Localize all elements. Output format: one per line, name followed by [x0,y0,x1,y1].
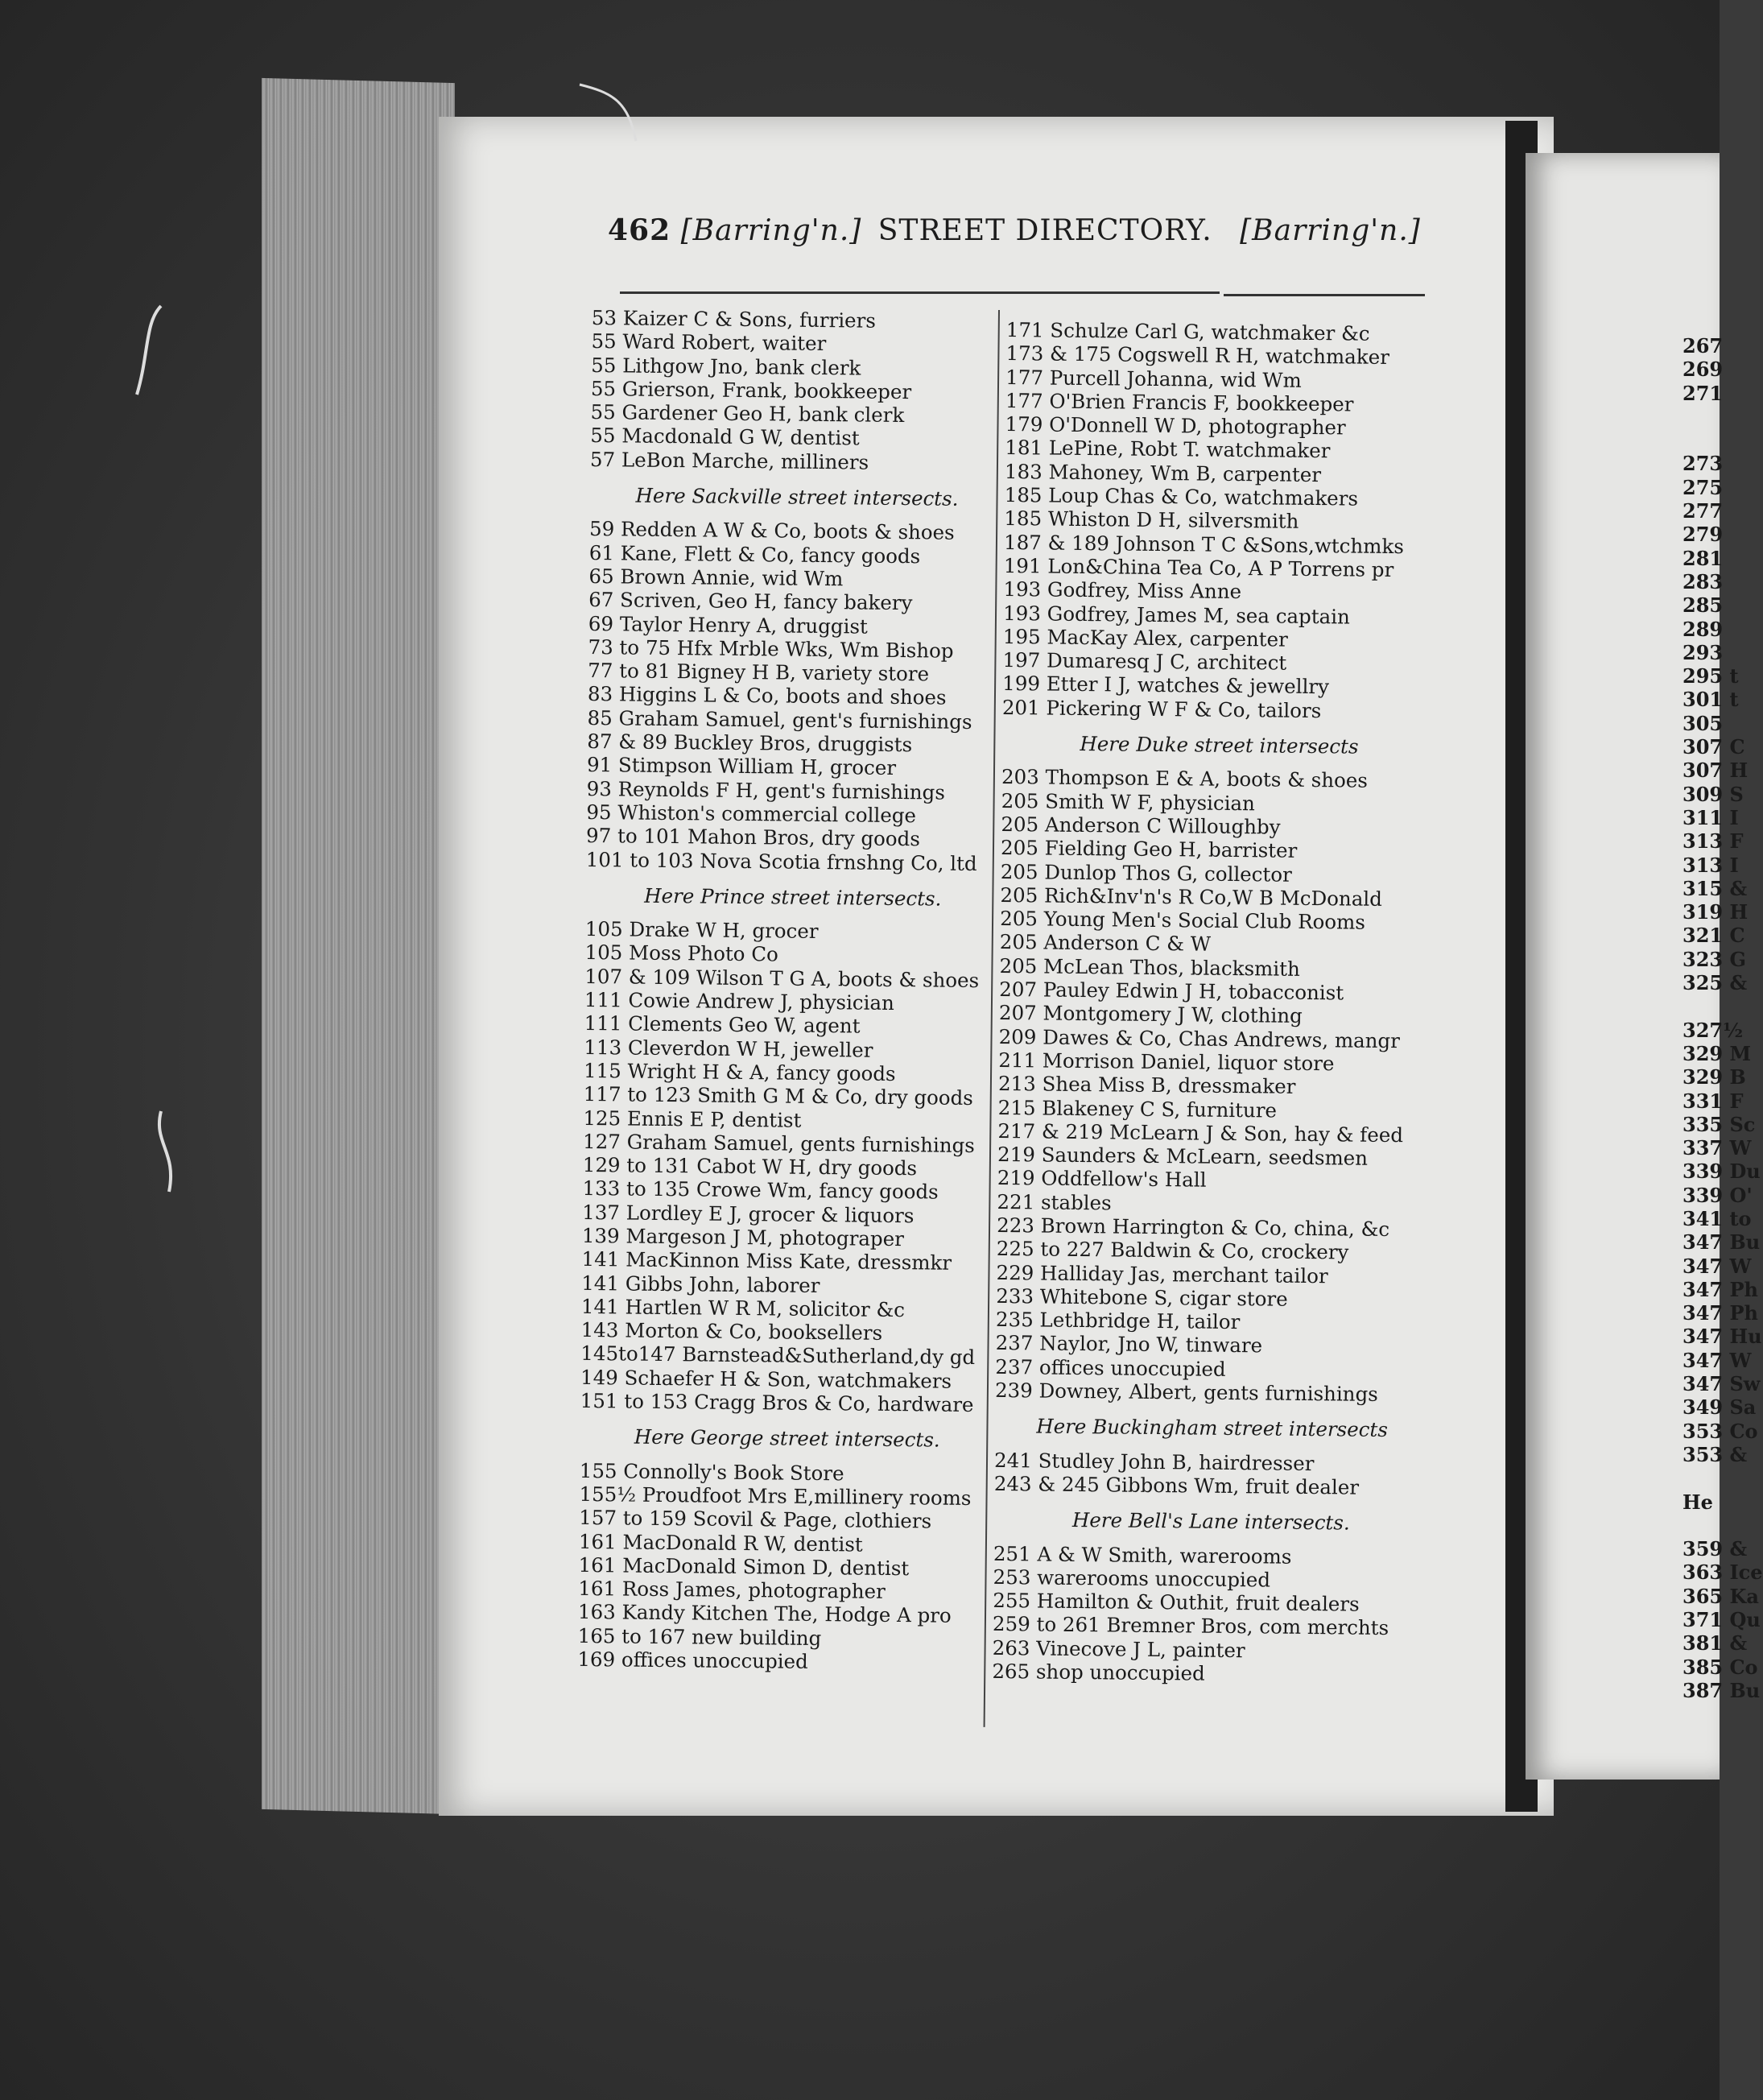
directory-entry-fragment: 269 [1682,358,1724,382]
directory-entry-fragment: 285 [1682,593,1724,618]
directory-entry-fragment: 325 & [1682,971,1748,995]
directory-entry: 157 to 159 Scovil & Page, clothiers [579,1506,932,1533]
directory-entry-fragment: 309 S [1682,782,1744,806]
directory-entry: 219 Oddfellow's Hall [997,1166,1207,1193]
directory-entry: 61 Kane, Flett & Co, fancy goods [588,540,921,568]
directory-entry: 179 O'Donnell W D, photographer [1005,412,1346,440]
directory-entry: 235 Lethbridge H, tailor [995,1308,1241,1334]
directory-entry: 207 Montgomery J W, clothing [998,1001,1303,1028]
section-heading: Here Bell's Lane intersects. [1071,1508,1350,1535]
directory-entry: 239 Downey, Albert, gents furnishings [994,1378,1378,1406]
directory-entry: 65 Brown Annie, wid Wm [588,564,844,591]
header-right-tag: [Barring'n.] [1240,214,1421,247]
directory-entry-fragment [1682,994,1720,1018]
directory-entry: 155 Connolly's Book Store [579,1458,844,1486]
directory-entry-fragment: 385 Co [1682,1655,1758,1679]
directory-entry-fragment: 279 [1682,523,1724,547]
directory-entry-fragment [1682,405,1720,428]
directory-entry: 141 Hartlen W R M, solicitor &c [580,1294,906,1322]
directory-entry-fragment: 347 W [1682,1348,1752,1372]
directory-column-middle [992,318,1441,1688]
directory-entry: 217 & 219 McLearn J & Son, hay & feed [997,1118,1404,1147]
directory-entry: 193 Godfrey, Miss Anne [1003,577,1242,604]
directory-entry-fragment: 347 Bu [1682,1230,1761,1255]
directory-entry-fragment: 347 Hu [1682,1325,1762,1349]
directory-entry: 211 Morrison Daniel, liquor store [998,1048,1335,1076]
directory-entry-fragment: 267 [1682,334,1724,358]
directory-entry: 161 Ross James, photographer [578,1577,886,1604]
directory-entry: 101 to 103 Nova Scotia frnshng Co, ltd [585,847,977,875]
directory-entry: 95 Whiston's commercial college [586,800,917,828]
directory-entry: 203 Thompson E & A, boots & shoes [1001,765,1369,793]
directory-entry: 215 Blakeney C S, furniture [997,1095,1278,1122]
directory-entry-fragment: 347 Ph [1682,1301,1758,1325]
directory-entry: 163 Kandy Kitchen The, Hodge A pro [577,1600,952,1628]
directory-entry: 53 Kaizer C & Sons, furriers [591,306,877,333]
directory-entry: 263 Vinecove J L, painter [992,1635,1245,1662]
directory-entry: 241 Studley John B, hairdresser [993,1448,1315,1475]
directory-entry: 237 Naylor, Jno W, tinware [995,1331,1263,1358]
directory-entry: 83 Higgins L & Co, boots and shoes [587,682,947,710]
directory-entry: 125 Ennis E P, dentist [583,1106,802,1132]
directory-entry: 113 Cleverdon W H, jeweller [584,1035,873,1062]
header-left-tag: [Barring'n.] [680,214,862,247]
directory-entry: 223 Brown Harrington & Co, china, &c [997,1213,1390,1242]
directory-entry: 161 MacDonald R W, dentist [578,1529,863,1556]
section-heading: Here George street intersects. [634,1424,940,1452]
directory-entry-fragment: 315 & [1682,876,1748,900]
page-number: 462 [608,213,671,247]
directory-entry-fragment: 293 [1682,640,1724,664]
directory-entry: 55 Grierson, Frank, bookkeeper [590,376,912,404]
directory-entry: 145to147 Barnstead&Sutherland,dy gd [580,1341,976,1370]
directory-entry-fragment: 307 C [1682,735,1745,759]
directory-entry: 205 Smith W F, physician [1001,788,1256,815]
directory-entry-fragment: 347 Sw [1682,1372,1761,1396]
directory-entry-fragment: 347 Ph [1682,1277,1758,1301]
directory-entry-fragment: 281 [1682,546,1724,570]
directory-entry: 185 Whiston D H, silversmith [1004,506,1299,534]
directory-entry: 191 Lon&China Tea Co, A P Torrens pr [1003,553,1394,582]
film-scratch [137,1103,209,1200]
directory-entry-fragment: 371 Qu [1682,1608,1761,1632]
page-header [608,213,1429,262]
directory-entry: 97 to 101 Mahon Bros, dry goods [585,824,921,851]
directory-entry: 129 to 131 Cabot W H, dry goods [582,1153,918,1180]
directory-entry: 87 & 89 Buckley Bros, druggists [587,730,913,757]
directory-entry: 111 Cowie Andrew J, physician [584,987,894,1015]
directory-entry: 201 Pickering W F & Co, tailors [1001,695,1322,722]
directory-entry: 173 & 175 Cogswell R H, watchmaker [1005,341,1390,370]
directory-entry-fragment: 277 [1682,499,1724,523]
directory-entry: 207 Pauley Edwin J H, tobacconist [999,977,1344,1005]
directory-entry: 115 Wright H & A, fancy goods [583,1058,896,1085]
section-heading: Here Sackville street intersects. [635,483,959,511]
directory-entry-fragment: 305 [1682,711,1724,735]
directory-entry-fragment: 311 I [1682,805,1739,829]
directory-entry-fragment: 327½ [1682,1018,1744,1042]
directory-entry: 233 Whitebone S, cigar store [996,1284,1288,1311]
directory-entry-fragment: He [1682,1490,1713,1514]
directory-entry: 209 Dawes & Co, Chas Andrews, mangr [998,1024,1401,1052]
directory-entry: 193 Godfrey, James M, sea captain [1003,601,1351,629]
directory-entry: 205 Rich&Inv'n's R Co,W B McDonald [1000,883,1383,911]
directory-entry: 105 Moss Photo Co [584,940,778,966]
section-heading: Here Buckingham street intersects [1036,1414,1388,1442]
directory-entry: 55 Gardener Geo H, bank clerk [590,400,905,428]
directory-entry-fragment [1682,428,1720,452]
header-rule-left [620,291,1220,294]
directory-entry-fragment: 301 t [1682,688,1739,712]
book-page-edges [262,78,455,1814]
directory-entry-fragment: 283 [1682,569,1724,593]
directory-entry: 243 & 245 Gibbons Wm, fruit dealer [993,1471,1360,1499]
directory-entry: 187 & 189 Johnson T C &Sons,wtchmks [1003,530,1405,558]
directory-entry: 253 warerooms unoccupied [993,1565,1271,1592]
directory-entry: 55 Macdonald G W, dentist [590,424,860,450]
directory-entry: 137 Lordley E J, grocer & liquors [582,1200,915,1227]
directory-entry: 183 Mahoney, Wm B, carpenter [1004,459,1322,486]
directory-entry-fragment: 289 [1682,617,1724,641]
directory-entry: 93 Reynolds F H, gent's furnishings [586,776,946,804]
directory-entry: 265 shop unoccupied [992,1659,1205,1685]
directory-entry-fragment: 295 t [1682,664,1739,688]
directory-entry: 139 Margeson J M, photograper [581,1223,905,1251]
directory-entry: 237 offices unoccupied [995,1354,1226,1381]
directory-entry: 259 to 261 Bremner Bros, com merchts [992,1612,1389,1640]
directory-entry: 205 McLean Thos, blacksmith [999,953,1300,981]
directory-entry: 195 MacKay Alex, carpenter [1002,624,1288,651]
directory-entry: 205 Anderson C Willoughby [1001,812,1281,839]
directory-entry: 197 Dumaresq J C, architect [1002,648,1287,675]
directory-entry: 111 Clements Geo W, agent [584,1011,861,1038]
directory-entry-fragment: 349 Sa [1682,1395,1757,1420]
directory-entry-fragment: 353 Co [1682,1419,1758,1443]
directory-entry-fragment: 363 Ice [1682,1561,1763,1585]
directory-entry-fragment: 313 F [1682,829,1744,854]
directory-entry-fragment: 365 Ka [1682,1584,1759,1608]
directory-entry: 55 Ward Robert, waiter [591,329,827,356]
directory-entry-fragment: 339 Du [1682,1160,1761,1184]
directory-entry-fragment: 329 B [1682,1065,1746,1089]
directory-entry: 161 MacDonald Simon D, dentist [578,1552,910,1581]
directory-entry: 171 Schulze Carl G, watchmaker &c [1005,318,1370,345]
directory-entry: 185 Loup Chas & Co, watchmakers [1004,483,1359,511]
directory-entry: 73 to 75 Hfx Mrble Wks, Wm Bishop [588,635,954,663]
directory-entry-fragment: 381 & [1682,1631,1748,1656]
directory-entry-fragment: 323 G [1682,947,1746,971]
directory-entry-fragment: 313 I [1682,853,1739,877]
directory-entry: 205 Young Men's Social Club Rooms [1000,907,1366,934]
directory-entry: 225 to 227 Baldwin & Co, crockery [996,1237,1349,1264]
directory-entry: 57 LeBon Marche, milliners [589,447,869,474]
directory-entry-fragment: 339 O' [1682,1183,1753,1207]
directory-entry: 229 Halliday Jas, merchant tailor [996,1260,1328,1288]
directory-entry: 219 Saunders & McLearn, seedsmen [997,1143,1369,1170]
directory-entry: 155½ Proudfoot Mrs E,millinery rooms [579,1482,972,1510]
directory-entry: 177 O'Brien Francis F, bookkeeper [1005,388,1354,416]
directory-entry: 85 Graham Samuel, gent's furnishings [587,705,972,734]
directory-entry: 141 MacKinnon Miss Kate, dressmkr [581,1247,952,1275]
directory-entry: 67 Scriven, Geo H, fancy bakery [588,588,913,615]
directory-entry-fragment: 307 H [1682,759,1749,783]
directory-entry: 141 Gibbs John, laborer [581,1271,820,1297]
directory-entry-fragment [1682,1466,1720,1490]
directory-entry: 199 Etter I J, watches & jewellry [1002,672,1330,699]
directory-entry-fragment: 387 Bu [1682,1678,1761,1702]
directory-column-right-fragment [1682,334,1763,1702]
directory-entry: 91 Stimpson William H, grocer [586,753,897,780]
directory-entry-fragment: 347 W [1682,1254,1752,1278]
directory-entry-fragment: 359 & [1682,1537,1748,1561]
directory-entry: 55 Lithgow Jno, bank clerk [591,353,861,380]
directory-entry: 165 to 167 new building [577,1623,822,1650]
directory-entry-fragment: 275 [1682,475,1724,499]
directory-entry: 149 Schaefer H & Son, watchmakers [580,1365,952,1393]
directory-entry: 143 Morton & Co, booksellers [580,1318,883,1346]
directory-entry: 107 & 109 Wilson T G A, boots & shoes [584,964,980,992]
directory-entry-fragment: 321 C [1682,924,1745,948]
directory-entry-fragment: 319 H [1682,900,1749,924]
directory-entry: 221 stables [997,1189,1112,1215]
directory-entry-fragment: 353 & [1682,1442,1748,1466]
header-rule-right [1224,294,1425,296]
directory-entry: 59 Redden A W & Co, boots & shoes [588,517,955,545]
directory-entry: 69 Taylor Henry A, druggist [588,611,868,639]
directory-entry: 205 Anderson C & W [999,930,1212,957]
directory-entry-fragment: 273 [1682,452,1724,476]
section-heading: Here Duke street intersects [1080,732,1359,759]
section-heading: Here Prince street intersects. [644,883,942,911]
directory-entry: 177 Purcell Johanna, wid Wm [1005,365,1302,392]
directory-entry-fragment: 331 F [1682,1089,1744,1113]
directory-entry: 213 Shea Miss B, dressmaker [997,1072,1296,1099]
directory-entry: 205 Dunlop Thos G, collector [1000,859,1292,887]
directory-column-left [577,306,1006,1676]
directory-entry: 181 LePine, Robt T. watchmaker [1005,436,1331,463]
header-title: STREET DIRECTORY. [877,214,1212,247]
directory-entry: 127 Graham Samuel, gents furnishings [582,1129,975,1157]
directory-entry-fragment: 341 to [1682,1206,1752,1230]
directory-entry-fragment: 337 W [1682,1136,1752,1160]
directory-entry-fragment: 329 M [1682,1041,1752,1065]
film-scratch [564,68,660,149]
directory-entry: 205 Fielding Geo H, barrister [1000,836,1298,863]
film-scratch [113,290,209,419]
directory-entry: 169 offices unoccupied [577,1647,808,1673]
directory-entry-fragment: 271 [1682,381,1724,405]
directory-entry-fragment [1682,1514,1720,1537]
directory-entry: 133 to 135 Crowe Wm, fancy goods [582,1176,939,1204]
directory-entry: 255 Hamilton & Outhit, fruit dealers [993,1589,1360,1616]
directory-entry-fragment: 335 Sc [1682,1112,1756,1136]
directory-entry: 77 to 81 Bigney H B, variety store [588,659,930,686]
directory-entry: 251 A & W Smith, warerooms [993,1541,1292,1569]
directory-entry: 117 to 123 Smith G M & Co, dry goods [583,1082,974,1110]
directory-entry: 151 to 153 Cragg Bros & Co, hardware [580,1388,974,1417]
directory-entry: 105 Drake W H, grocer [584,917,819,944]
